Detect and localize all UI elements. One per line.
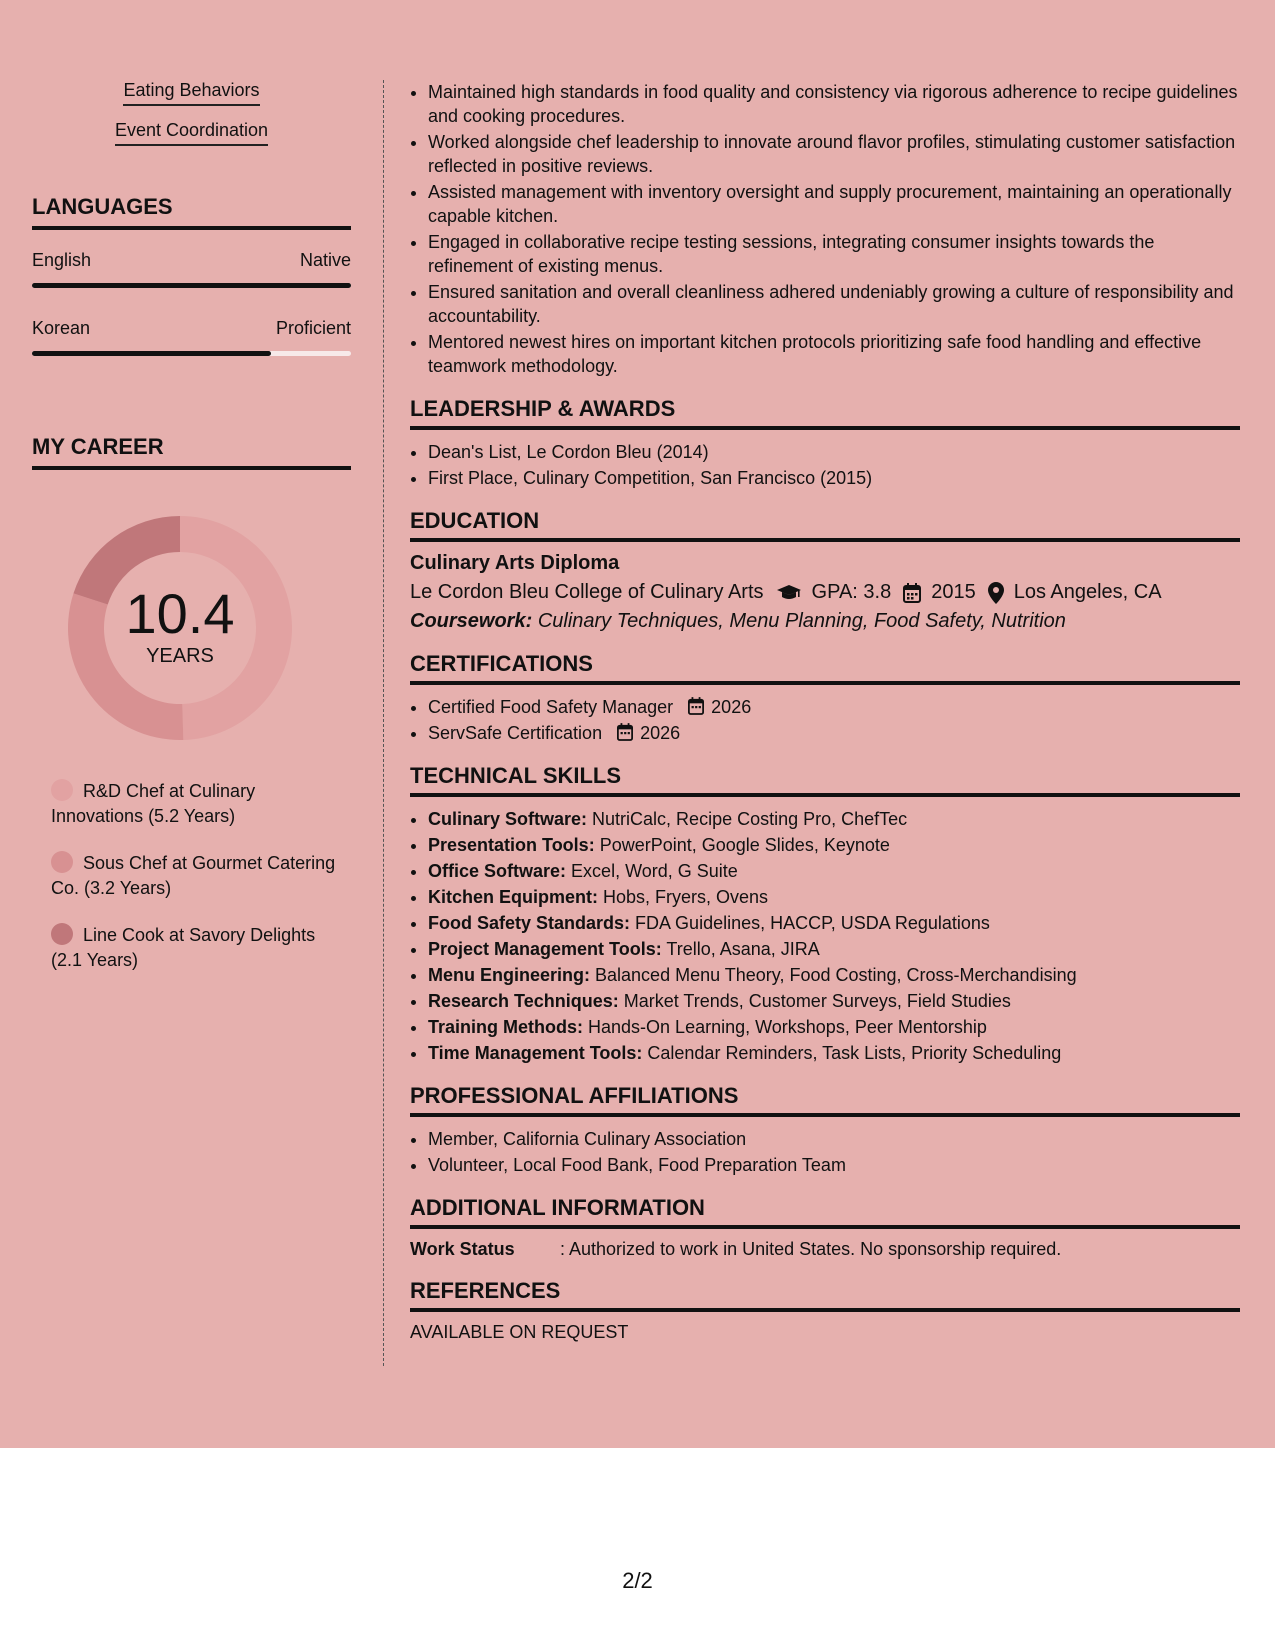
affiliations-section (410, 1083, 1240, 1177)
affiliation-item: • Member, California Culinary Association (428, 1127, 1240, 1151)
gpa: GPA: 3.8 (811, 581, 892, 603)
career-legend (51, 779, 341, 973)
skills-section (410, 763, 1240, 1065)
skill-item: • Time Management Tools: Calendar Reminders, Task Lists, Priority Scheduling (428, 1041, 1240, 1065)
references-section (410, 1278, 1240, 1343)
legend-dot (51, 779, 73, 801)
certification-item: • Certified Food Safety Manager 2026 (428, 695, 1240, 719)
experience-bullet: • Maintained high standards in food quality and consistency via rigorous adherence to recipe guidelines and cooking procedures. (428, 80, 1240, 128)
legend-item: Line Cook at Savory Delights (2.1 Years) (51, 925, 316, 970)
skill-item: • Project Management Tools: Trello, Asana, JIRA (428, 937, 1240, 961)
additional-section (410, 1195, 1240, 1260)
legend-dot (51, 851, 73, 873)
legend-item: R&D Chef at Culinary Innovations (5.2 Years) (51, 781, 256, 826)
work-status (410, 1239, 1240, 1260)
skill-item: • Office Software: Excel, Word, G Suite (428, 859, 1240, 883)
language-level: Proficient (275, 318, 351, 338)
languages-heading: LANGUAGES (32, 194, 351, 230)
affiliation-item: • Volunteer, Local Food Bank, Food Preparation Team (428, 1153, 1240, 1177)
language-name: Korean (32, 318, 91, 338)
education-heading: EDUCATION (410, 508, 1240, 542)
award-item: • First Place, Culinary Competition, San Francisco (2015) (428, 466, 1240, 490)
certifications-heading: CERTIFICATIONS (410, 651, 1240, 685)
experience-bullet: • Ensured sanitation and overall cleanliness adhered undeniably growing a culture of responsibility and accountability. (428, 280, 1240, 328)
work-status-label: Work Status (410, 1239, 515, 1259)
calendar-icon (903, 583, 921, 603)
legend-dot (51, 923, 73, 945)
experience-bullets (410, 80, 1240, 378)
award-item: • Dean's List, Le Cordon Bleu (2014) (428, 440, 1240, 464)
skill-item: • Presentation Tools: PowerPoint, Google Slides, Keynote (428, 833, 1240, 857)
skill-item: • Kitchen Equipment: Hobs, Fryers, Ovens (428, 885, 1240, 909)
references-text: AVAILABLE ON REQUEST (410, 1322, 629, 1342)
experience-bullet: • Assisted management with inventory oversight and supply procurement, maintaining an operationally capable kitchen. (428, 180, 1240, 228)
references-heading: REFERENCES (410, 1278, 1240, 1312)
skills-heading: TECHNICAL SKILLS (410, 763, 1240, 797)
education-details (410, 581, 1240, 604)
skill-item: • Research Techniques: Market Trends, Customer Surveys, Field Studies (428, 989, 1240, 1013)
location-pin-icon (988, 582, 1004, 604)
skill-item: • Culinary Software: NutriCalc, Recipe Costing Pro, ChefTec (428, 807, 1240, 831)
career-section (32, 434, 351, 973)
career-total-value: 10.4 (125, 582, 235, 645)
language-english (32, 250, 351, 288)
experience-bullet: • Mentored newest hires on important kitchen protocols prioritizing safe food handling and effective teamwork methodology. (428, 330, 1240, 378)
experience-bullet: • Engaged in collaborative recipe testing sessions, integrating consumer insights towards the refinement of existing menus. (428, 230, 1240, 278)
graduation-year: 2015 (931, 581, 976, 603)
affiliations-heading: PROFESSIONAL AFFILIATIONS (410, 1083, 1240, 1117)
education-section (410, 508, 1240, 633)
coursework (410, 610, 1240, 633)
page-number: 2/2 (622, 1568, 653, 1593)
career-total-unit: YEARS (146, 645, 214, 667)
leadership-section (410, 396, 1240, 490)
school-name: Le Cordon Bleu College of Culinary Arts (410, 581, 764, 603)
language-bar (32, 351, 351, 356)
certification-item: • ServSafe Certification 2026 (428, 721, 1240, 745)
column-divider (383, 80, 384, 1366)
languages-section (32, 194, 351, 356)
experience-bullet: • Worked alongside chef leadership to innovate around flavor profiles, stimulating customer satisfaction reflected in positive reviews. (428, 130, 1240, 178)
language-level: Native (299, 250, 351, 270)
career-total (65, 582, 295, 668)
skill-item: • Menu Engineering: Balanced Menu Theory, Food Costing, Cross-Merchandising (428, 963, 1240, 987)
additional-heading: ADDITIONAL INFORMATION (410, 1195, 1240, 1229)
interest-item: Eating Behaviors (32, 80, 351, 106)
career-donut (65, 513, 295, 743)
language-bar-fill (32, 351, 271, 356)
coursework-list: Culinary Techniques, Menu Planning, Food Safety, Nutrition (537, 610, 1066, 632)
language-bar (32, 283, 351, 288)
calendar-icon (617, 723, 633, 741)
graduation-cap-icon (776, 584, 802, 602)
certifications-section (410, 651, 1240, 745)
calendar-icon (688, 697, 704, 715)
left-column (32, 80, 351, 995)
coursework-label: Coursework: (410, 610, 533, 632)
degree-title: Culinary Arts Diploma (410, 552, 620, 574)
language-korean (32, 318, 351, 356)
skill-item: • Training Methods: Hands-On Learning, Workshops, Peer Mentorship (428, 1015, 1240, 1039)
career-heading: MY CAREER (32, 434, 351, 470)
interest-item: Event Coordination (32, 120, 351, 146)
language-bar-fill (32, 283, 351, 288)
work-status-value: : Authorized to work in United States. No sponsorship required. (560, 1239, 1062, 1259)
skill-item: • Food Safety Standards: FDA Guidelines, HACCP, USDA Regulations (428, 911, 1240, 935)
right-column (410, 80, 1240, 1343)
school-location: Los Angeles, CA (1013, 581, 1162, 603)
language-name: English (32, 250, 92, 270)
leadership-heading: LEADERSHIP & AWARDS (410, 396, 1240, 430)
legend-item: Sous Chef at Gourmet Catering Co. (3.2 Years) (51, 853, 336, 898)
